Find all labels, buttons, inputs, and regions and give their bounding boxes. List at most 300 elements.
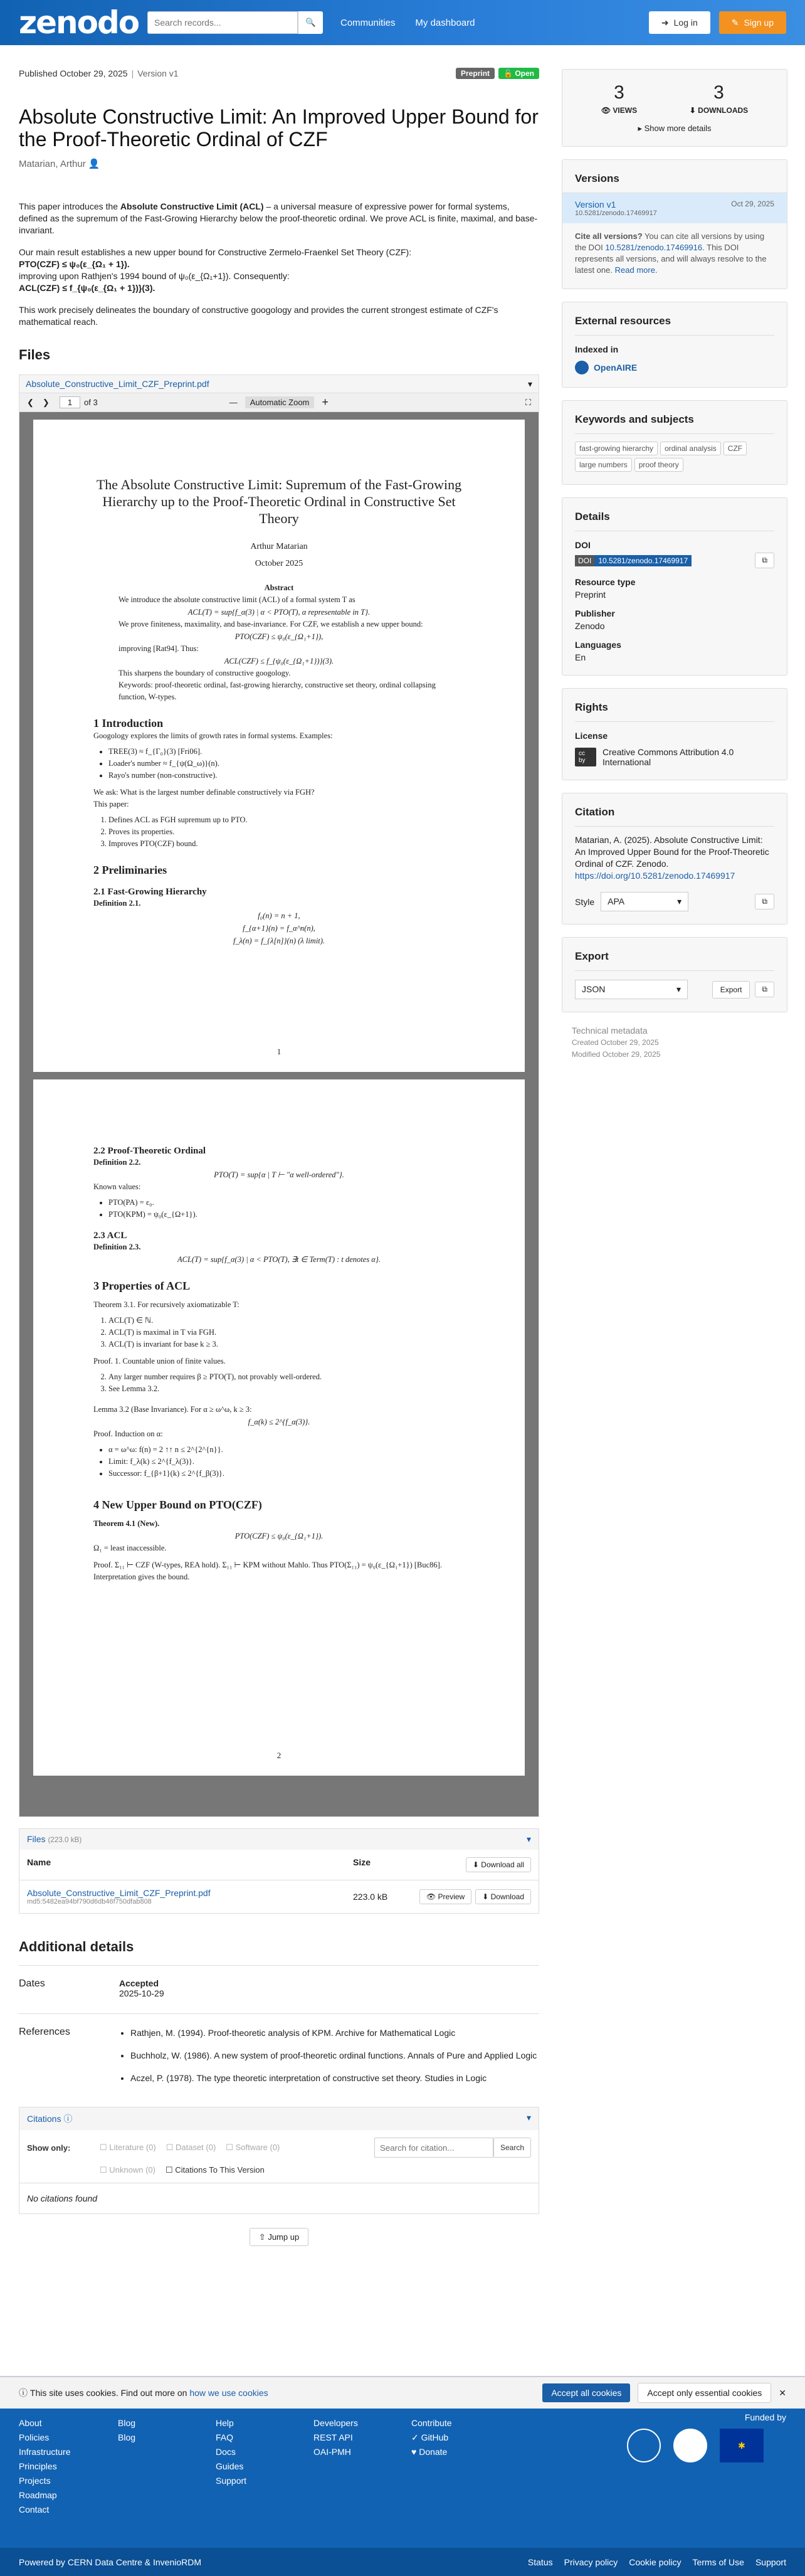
footer-about: [19, 2416, 70, 2517]
languages-value: En: [575, 652, 586, 662]
col-name: Name: [27, 1857, 51, 1867]
publication-row: [19, 68, 539, 79]
footer-link[interactable]: Principles: [19, 2461, 57, 2471]
filter-software-label: Software (0): [235, 2143, 280, 2152]
paper-title: The Absolute Constructive Limit: Supremum of the Fast-Growing Hierarchy up to the Proof-Theoretic Ordinal in Constructive Set Theory: [96, 477, 462, 526]
paper-section-3: 3 Properties of ACL: [93, 1280, 191, 1292]
download-all-button[interactable]: [466, 1857, 531, 1872]
citation-search: [374, 2138, 531, 2158]
paper-date: October 2025: [255, 559, 303, 568]
paper-eq-7: PTO(CZF) ≤ ψ₀(ε_{Ω₁+1}).: [234, 1532, 324, 1540]
keyword-tag[interactable]: ordinal analysis: [660, 442, 721, 455]
next-page-icon[interactable]: ❯: [42, 397, 50, 407]
downloads-stat: [690, 82, 748, 115]
cern-logo-icon[interactable]: [627, 2429, 661, 2462]
version-doi: 10.5281/zenodo.17469917: [575, 209, 657, 217]
main-nav: [323, 18, 475, 28]
list-item: 2. ACL(T) is maximal in T via FGH.: [108, 1327, 465, 1338]
stats-card: [562, 69, 787, 147]
paper-eq-5: ACL(T) = sup{f_α(3) | α < PTO(T), ∃t ∈ Term(T) : t denotes α}.: [177, 1255, 381, 1264]
filter-unknown-label: Unknown (0): [109, 2165, 155, 2175]
views-stat: [601, 82, 637, 115]
cookie-policy-link[interactable]: how we use cookies: [189, 2388, 268, 2398]
auth-buttons: [649, 11, 786, 34]
filter-literature[interactable]: ☐ Literature (0): [100, 2143, 156, 2152]
export-button[interactable]: Export: [712, 981, 750, 999]
abstract2-bound: PTO(CZF) ≤ ψ₀(ε_{Ω₁ + 1}).: [19, 259, 130, 269]
preview-label: Preview: [438, 1892, 465, 1901]
keyword-tag[interactable]: CZF: [723, 442, 747, 455]
paper-eq-4: PTO(T) = sup{α | T ⊢ "α well-ordered"}.: [214, 1170, 344, 1179]
zoom-select[interactable]: Automatic Zoom: [245, 396, 315, 408]
read-more-link[interactable]: Read more.: [614, 265, 658, 275]
paper-abstract-heading: Abstract: [264, 583, 294, 592]
keywords-list: [575, 439, 774, 472]
pdf-file-link[interactable]: Absolute_Constructive_Limit_CZF_Preprint.pdf: [26, 379, 209, 389]
paper-def-2-2: Definition 2.2.: [93, 1158, 141, 1167]
chevron-down-icon[interactable]: ▾: [527, 378, 532, 389]
list-item: 1. Defines ACL as FGH supremum up to PTO.: [108, 814, 465, 826]
versions-card: [562, 159, 787, 289]
pdf-file-bar[interactable]: [19, 374, 539, 393]
file-link[interactable]: Absolute_Constructive_Limit_CZF_Preprint.pdf: [27, 1888, 211, 1898]
list-item: 3. See Lemma 3.2.: [108, 1383, 465, 1395]
files-heading: Files: [19, 347, 51, 363]
file-md5: md5:5482ea94bf790d6db46f750dfab808: [27, 1898, 152, 1905]
copy-icon[interactable]: ⧉: [755, 553, 774, 568]
github-icon: ✓: [411, 2432, 419, 2442]
doi-badge-label: DOI: [575, 555, 594, 566]
badges: [456, 68, 539, 79]
paper-abs-eq2: PTO(CZF) ≤ ψ₀(ε_{Ω₁+1}),: [234, 632, 324, 641]
footer-link[interactable]: OAI-PMH: [313, 2447, 351, 2457]
paper-author: Arthur Matarian: [250, 542, 308, 551]
cc-by-icon: cc by: [575, 748, 596, 766]
footer-link[interactable]: Terms of Use: [692, 2557, 744, 2567]
openaire-link[interactable]: OpenAIRE: [594, 363, 638, 373]
cookie-banner: [0, 2376, 805, 2409]
style-value: APA: [608, 896, 625, 906]
jump-up-button[interactable]: [250, 2228, 308, 2246]
open-label: Open: [515, 69, 534, 78]
citation-search-input[interactable]: [374, 2138, 493, 2158]
footer-link[interactable]: [411, 2445, 452, 2459]
nav-communities[interactable]: Communities: [340, 17, 396, 28]
list-item: • PTO(KPM) = ψ₀(ε_{Ω+1}).: [108, 1209, 465, 1221]
paper-proof2-list: [108, 1444, 465, 1480]
style-select[interactable]: [601, 892, 688, 911]
show-more-details[interactable]: [575, 124, 774, 134]
indexed-in-label: Indexed in: [575, 344, 619, 354]
technical-metadata-title[interactable]: Technical metadata: [572, 1026, 648, 1036]
external-resources-heading: External resources: [575, 315, 774, 336]
publisher-label: Publisher: [575, 608, 615, 618]
keyword-tag[interactable]: large numbers: [575, 458, 632, 472]
help-icon[interactable]: ⓘ: [63, 2114, 73, 2124]
footer-link[interactable]: Blog: [118, 2418, 136, 2428]
list-item: • Loader's number ≈ f_{ψ(Ω_ω)}(n).: [108, 758, 465, 770]
files-table: [19, 1828, 539, 1914]
record-title: Absolute Constructive Limit: An Improved Upper Bound for the Proof-Theoretic Ordinal of CZF: [19, 105, 539, 151]
downloads-count: 3: [713, 82, 724, 103]
doi-label: DOI: [575, 540, 591, 550]
citation-style-row: [575, 892, 774, 911]
search-input[interactable]: [147, 11, 298, 34]
download-icon: ⬇: [472, 1860, 479, 1869]
eye-icon: 👁: [426, 1892, 436, 1901]
openaire-logo-icon: [575, 361, 589, 374]
rights-card: [562, 688, 787, 780]
chevron-down-icon: ▾: [677, 896, 682, 906]
license-value[interactable]: Creative Commons Attribution 4.0 International: [602, 747, 734, 767]
paper-lemma-3-2: Lemma 3.2 (Base Invariance). For α ≥ ω^ω, k ≥ 3:: [93, 1405, 252, 1414]
file-size: 223.0 kB: [353, 1892, 388, 1902]
close-icon[interactable]: ✕: [779, 2387, 786, 2398]
citation-text: [575, 834, 774, 882]
pdf-page-2: [33, 1079, 525, 1776]
fullscreen-icon[interactable]: ⛶: [525, 397, 531, 407]
list-item: • Rayo's number (non-constructive).: [108, 770, 465, 782]
paper-eq-3: f_λ(n) = f_{λ[n]}(n) (λ limit).: [233, 936, 325, 945]
paper-abstract: [93, 594, 465, 703]
filter-dataset[interactable]: ☐ Dataset (0): [166, 2143, 216, 2152]
concept-doi-link[interactable]: 10.5281/zenodo.17469916.: [605, 243, 705, 252]
paper-s1-para: Googology explores the limits of growth rates in formal systems. Examples:: [93, 731, 333, 740]
user-plus-icon: ✎: [731, 17, 739, 28]
search-icon: 🔍: [305, 18, 316, 27]
cite-all-versions: [562, 223, 787, 276]
paper-section-2-1: 2.1 Fast-Growing Hierarchy: [93, 887, 207, 897]
footer-logos: [627, 2416, 764, 2462]
paper-abs-eq: ACL(T) = sup{f_α(3) | α < PTO(T), α representable in T}.: [187, 608, 371, 617]
references-row: [19, 2013, 539, 2084]
eye-icon: 👁: [601, 106, 611, 115]
resource-type-value: Preprint: [575, 590, 606, 600]
page-input[interactable]: 1: [60, 396, 80, 408]
version-item[interactable]: [562, 193, 787, 223]
list-item: • Buchholz, W. (1986). A new system of proof-theoretic ordinal functions. Annals of Pure and Applied Logic: [130, 2049, 538, 2062]
paper-theorem-4-1: Theorem 4.1 (New).: [93, 1519, 160, 1528]
paper-theorem-3-1: Theorem 3.1. For recursively axiomatizable T:: [93, 1300, 239, 1309]
footer-link[interactable]: Status: [527, 2557, 553, 2567]
page-number: 1: [276, 1047, 281, 1056]
versions-heading: Versions: [562, 172, 787, 193]
record-main: [19, 45, 539, 2242]
references-list: [130, 2027, 538, 2084]
search-button[interactable]: [298, 11, 323, 34]
external-resources-card: [562, 302, 787, 388]
download-label: Download: [490, 1892, 524, 1901]
footer-link[interactable]: Projects: [19, 2476, 51, 2486]
list-item: 2. Any larger number requires β ≥ PTO(T), not provably well-ordered.: [108, 1371, 465, 1383]
arrow-up-icon: ⇧: [258, 2232, 266, 2242]
abstract2-mid: improving upon Rathjen's 1994 bound of ψ₀(ε_{Ω₁+1}). Consequently:: [19, 271, 290, 281]
powered-by: Powered by CERN Data Centre & InvenioRDM: [19, 2557, 202, 2567]
unlock-icon: 🔓: [503, 69, 513, 78]
nav-dashboard[interactable]: My dashboard: [415, 17, 475, 28]
citations-filters-2: [19, 2165, 539, 2183]
filter-literature-label: Literature (0): [109, 2143, 156, 2152]
citation-body: Matarian, A. (2025). Absolute Constructive Limit: An Improved Upper Bound for the Proof-Theoretic Ordinal of CZF. Zenodo.: [575, 835, 769, 869]
export-row: [575, 980, 774, 999]
footer-link[interactable]: Docs: [216, 2447, 236, 2457]
jump-up-wrap: [19, 2232, 539, 2242]
author-name: Matarian, Arthur: [19, 159, 86, 169]
copy-icon[interactable]: ⧉: [755, 982, 774, 997]
paper-section-4: 4 New Upper Bound on PTO(CZF): [93, 1498, 262, 1511]
preview-button[interactable]: [419, 1889, 471, 1904]
keyword-tag[interactable]: proof theory: [634, 458, 683, 472]
paper-proof1-list: [108, 1371, 465, 1395]
paper-abs-3: improving [Rat94]. Thus:: [118, 644, 199, 653]
footer-blog: [118, 2416, 135, 2445]
paper-t31-list: [108, 1315, 465, 1350]
resource-type-label: Resource type: [575, 577, 636, 587]
files-total-size: (223.0 kB): [48, 1836, 82, 1844]
list-item: • α = ω^ω: f(n) = 2 ↑↑ n ≤ 2^{2^{n}}.: [108, 1444, 465, 1456]
openaire-logo-icon[interactable]: [673, 2429, 707, 2462]
rights-heading: Rights: [575, 701, 774, 722]
paper-section-1: 1 Introduction: [93, 717, 164, 729]
footer: [0, 2409, 805, 2548]
technical-metadata: [562, 1025, 787, 1061]
files-table-header[interactable]: [19, 1829, 539, 1850]
show-only-label: Show only:: [27, 2143, 71, 2153]
version-label: Version v1: [137, 68, 179, 78]
paper-def-2-1: Definition 2.1.: [93, 899, 141, 908]
login-icon: ➜: [661, 17, 669, 28]
citations-header[interactable]: [19, 2107, 539, 2130]
footer-link[interactable]: Policies: [19, 2432, 50, 2442]
list-item: 3. Improves PTO(CZF) bound.: [108, 838, 465, 850]
footer-developers: [313, 2416, 358, 2459]
keywords-heading: Keywords and subjects: [575, 413, 774, 434]
paper-section-2: 2 Preliminaries: [93, 864, 167, 876]
stats: [575, 82, 774, 115]
pdf-page-1: [33, 420, 525, 1072]
export-card: [562, 937, 787, 1012]
show-more-label: Show more details: [644, 124, 712, 133]
list-item: • Limit: f_λ(k) ≤ 2^{f_λ(3)}.: [108, 1456, 465, 1468]
preprint-badge: Preprint: [456, 68, 495, 79]
publisher-value: Zenodo: [575, 621, 605, 631]
paper-eq-2: f_{α+1}(n) = f_α^n(n),: [243, 924, 315, 933]
paper-abs-eq3: ACL(CZF) ≤ f_{ψ₀(ε_{Ω₁+1})}(3).: [224, 657, 334, 665]
details-card: [562, 497, 787, 676]
pdf-viewer[interactable]: [19, 412, 539, 1817]
citation-card: [562, 793, 787, 925]
footer-link[interactable]: FAQ: [216, 2432, 234, 2442]
author[interactable]: [19, 158, 539, 169]
list-item: 1. ACL(T) ∈ ℕ.: [108, 1315, 465, 1327]
openaire-item[interactable]: [575, 361, 774, 374]
views-count: 3: [614, 82, 624, 103]
keyword-tag[interactable]: fast-growing hierarchy: [575, 442, 658, 455]
keywords-card: [562, 400, 787, 485]
list-item: • Rathjen, M. (1994). Proof-theoretic analysis of KPM. Archive for Mathematical Logic: [130, 2027, 538, 2039]
footer-link[interactable]: Contribute: [411, 2418, 452, 2428]
files-table-label: Files: [27, 1834, 46, 1844]
donate-label: Donate: [419, 2447, 448, 2457]
paper-s1-ol: [108, 814, 465, 850]
zenodo-logo[interactable]: zenodo: [19, 4, 139, 41]
copy-icon[interactable]: ⧉: [755, 894, 774, 909]
footer-link[interactable]: Guides: [216, 2461, 244, 2471]
abstract2-text: Our main result establishes a new upper bound for Constructive Zermelo-Fraenkel Set Theory (CZF):: [19, 247, 412, 257]
download-all-label: Download all: [481, 1860, 524, 1869]
abstract1-pre: This paper introduces the: [19, 201, 118, 211]
sidebar: [562, 69, 787, 1061]
paper-abs-1: We introduce the absolute constructive limit (ACL) of a formal system T as: [118, 595, 355, 604]
citations-panel: [19, 2107, 539, 2214]
paper-eq-6: f_α(k) ≤ 2^{f_α(3)}.: [248, 1418, 310, 1426]
created-date: Created October 29, 2025: [572, 1038, 659, 1047]
references-label: References: [19, 2027, 70, 2037]
prev-page-icon[interactable]: ❮: [27, 397, 34, 407]
abstract1-bold: Absolute Constructive Limit (ACL): [120, 201, 264, 211]
list-item: • PTO(PA) = ε₀.: [108, 1197, 465, 1209]
page-number: 2: [276, 1751, 281, 1760]
footer-link[interactable]: About: [19, 2418, 42, 2428]
citation-doi-link[interactable]: https://doi.org/10.5281/zenodo.17469917: [575, 871, 735, 881]
published-date: Published October 29, 2025: [19, 68, 128, 78]
filter-unknown[interactable]: ☐ Unknown (0): [100, 2165, 155, 2175]
jump-up-label: Jump up: [268, 2232, 300, 2242]
chevron-down-icon[interactable]: ▾: [526, 1834, 531, 1844]
signup-label: Sign up: [744, 18, 774, 28]
separator: |: [131, 68, 134, 78]
login-button[interactable]: [649, 11, 710, 34]
cite-all-text-1: You can cite all versions by using the DOI: [575, 231, 765, 252]
signup-button[interactable]: [719, 11, 786, 34]
license-row[interactable]: [575, 747, 774, 767]
no-citations: No citations found: [19, 2183, 539, 2213]
login-label: Log in: [673, 18, 698, 28]
version-link[interactable]: Version v1: [575, 199, 616, 209]
paper-def-2-3: Definition 2.3.: [93, 1243, 141, 1251]
footer-link[interactable]: [411, 2430, 452, 2445]
languages-label: Languages: [575, 640, 621, 650]
export-heading: Export: [575, 950, 774, 971]
filter-this-version-label: Citations To This Version: [175, 2165, 265, 2175]
accept-cookies-button[interactable]: Accept all cookies: [542, 2383, 630, 2402]
funded-by-label: Funded by: [744, 2412, 786, 2422]
col-size: Size: [353, 1857, 371, 1867]
citations-filters: [19, 2130, 539, 2165]
license-label: License: [575, 731, 608, 741]
page-count: of 3: [84, 398, 98, 407]
donate-icon: ♥: [411, 2447, 417, 2457]
footer-contribute: [411, 2416, 452, 2459]
essential-cookies-button[interactable]: Accept only essential cookies: [638, 2383, 771, 2403]
cite-all-text-2: This DOI represents all versions, and will always resolve to the latest one.: [575, 243, 767, 275]
list-item: • Successor: f_{β+1}(k) ≤ 2^{f_β(3)}.: [108, 1468, 465, 1480]
paper-abs-4: This sharpens the boundary of constructive googology.: [118, 669, 291, 677]
table-row: [19, 1880, 539, 1913]
citation-heading: Citation: [575, 806, 774, 827]
views-label: VIEWS: [613, 106, 638, 115]
list-item: • Aczel, P. (1978). The type theoretic interpretation of constructive set theory. Studies in Logic: [130, 2072, 538, 2084]
accepted-date: 2025-10-29: [119, 1988, 164, 1998]
paper-section-2-2: 2.2 Proof-Theoretic Ordinal: [93, 1146, 206, 1156]
abstract: [19, 201, 539, 328]
zoom-out-icon[interactable]: —: [229, 398, 238, 407]
dates-label: Dates: [19, 1978, 45, 1989]
header: [0, 0, 805, 45]
chevron-right-icon: ▸: [638, 124, 642, 133]
footer-link[interactable]: Privacy policy: [564, 2557, 618, 2567]
footer-link[interactable]: REST API: [313, 2432, 353, 2442]
abstract-para-3: This work precisely delineates the boundary of constructive googology and provides the current strongest estimate of CZF's mathematical reach.: [19, 305, 498, 327]
info-icon: ⓘ: [19, 2388, 28, 2398]
zoom-in-icon[interactable]: +: [322, 396, 329, 408]
paper-eq-1: f₀(n) = n + 1,: [258, 911, 300, 920]
filter-this-version[interactable]: ☐ Citations To This Version: [165, 2165, 265, 2175]
paper-abs-2: We prove finiteness, maximality, and base-invariance. For CZF, we establish a new upper bound:: [118, 620, 423, 628]
downloads-label: DOWNLOADS: [698, 106, 749, 115]
export-format-select[interactable]: [575, 980, 688, 999]
footer-help: [216, 2416, 246, 2488]
filter-dataset-label: Dataset (0): [175, 2143, 216, 2152]
files-col-headers: [19, 1850, 539, 1880]
footer-link[interactable]: Support: [755, 2557, 786, 2567]
additional-details-heading: Additional details: [19, 1939, 134, 1954]
cookie-text: This site uses cookies. Find out more on: [29, 2388, 187, 2398]
open-access-badge: [498, 68, 539, 79]
paper-omega-def: Ω₁ = least inaccessible.: [93, 1544, 167, 1552]
paper-s1-list: [108, 746, 465, 782]
paper-keywords: Keywords: proof-theoretic ordinal, fast-growing hierarchy, constructive set theory, ordinal collapsing function, W-types.: [118, 681, 436, 701]
doi-badge-value[interactable]: 10.5281/zenodo.17469917: [594, 555, 692, 566]
footer-link[interactable]: Cookie policy: [629, 2557, 681, 2567]
footer-link[interactable]: Support: [216, 2476, 247, 2486]
list-item: 3. ACL(T) is invariant for base k ≥ 3.: [108, 1338, 465, 1350]
footer-link[interactable]: Help: [216, 2418, 234, 2428]
user-icon: 👤: [88, 159, 100, 169]
paper-s1-this: This paper:: [93, 800, 129, 808]
paper-proof-2: Proof. Induction on α:: [93, 1429, 163, 1438]
file-cell: [27, 1888, 353, 1905]
abstract2-acl: ACL(CZF) ≤ f_{ψ₀(ε_{Ω₁ + 1})}(3).: [19, 283, 155, 293]
citation-search-button[interactable]: Search: [493, 2138, 531, 2158]
dates-value: [119, 1978, 164, 1998]
details-heading: Details: [575, 511, 774, 531]
list-item: • TREE(3) ≈ f_{Γ₀}(3) [Fri06].: [108, 746, 465, 758]
paper-known-values: Known values:: [93, 1182, 141, 1191]
pdf-toolbar: [19, 393, 539, 412]
filter-software[interactable]: ☐ Software (0): [226, 2143, 280, 2152]
bottom-links: [528, 2557, 786, 2567]
citations-title: Citations: [27, 2114, 61, 2124]
footer-link[interactable]: Infrastructure: [19, 2447, 71, 2457]
download-icon: ⬇: [689, 106, 696, 115]
chevron-down-icon: ▾: [676, 984, 681, 994]
footer-link[interactable]: Blog: [118, 2432, 136, 2442]
bottom-bar: [0, 2548, 805, 2576]
paper-proof-1: Proof. 1. Countable union of finite values.: [93, 1357, 226, 1365]
footer-link[interactable]: Contact: [19, 2504, 50, 2515]
abstract1-post: – a universal measure of expressive power for formal systems, defined as the supremum of the Fast-Growing Hierarchy below the proof-theoretic ordinal. We prove ACL is finite, maximal, and base-invariant.: [19, 201, 538, 235]
accepted-label: Accepted: [119, 1978, 159, 1988]
chevron-down-icon[interactable]: ▾: [526, 2112, 531, 2123]
footer-link[interactable]: Developers: [313, 2418, 358, 2428]
footer-link[interactable]: Roadmap: [19, 2490, 57, 2500]
doi-row: [575, 553, 774, 568]
eu-flag-icon[interactable]: ✱: [720, 2429, 764, 2462]
paper-kv-list: [108, 1197, 465, 1221]
paper-s1-question: We ask: What is the largest number definable constructively via FGH?: [93, 788, 315, 797]
download-button[interactable]: [475, 1889, 531, 1904]
